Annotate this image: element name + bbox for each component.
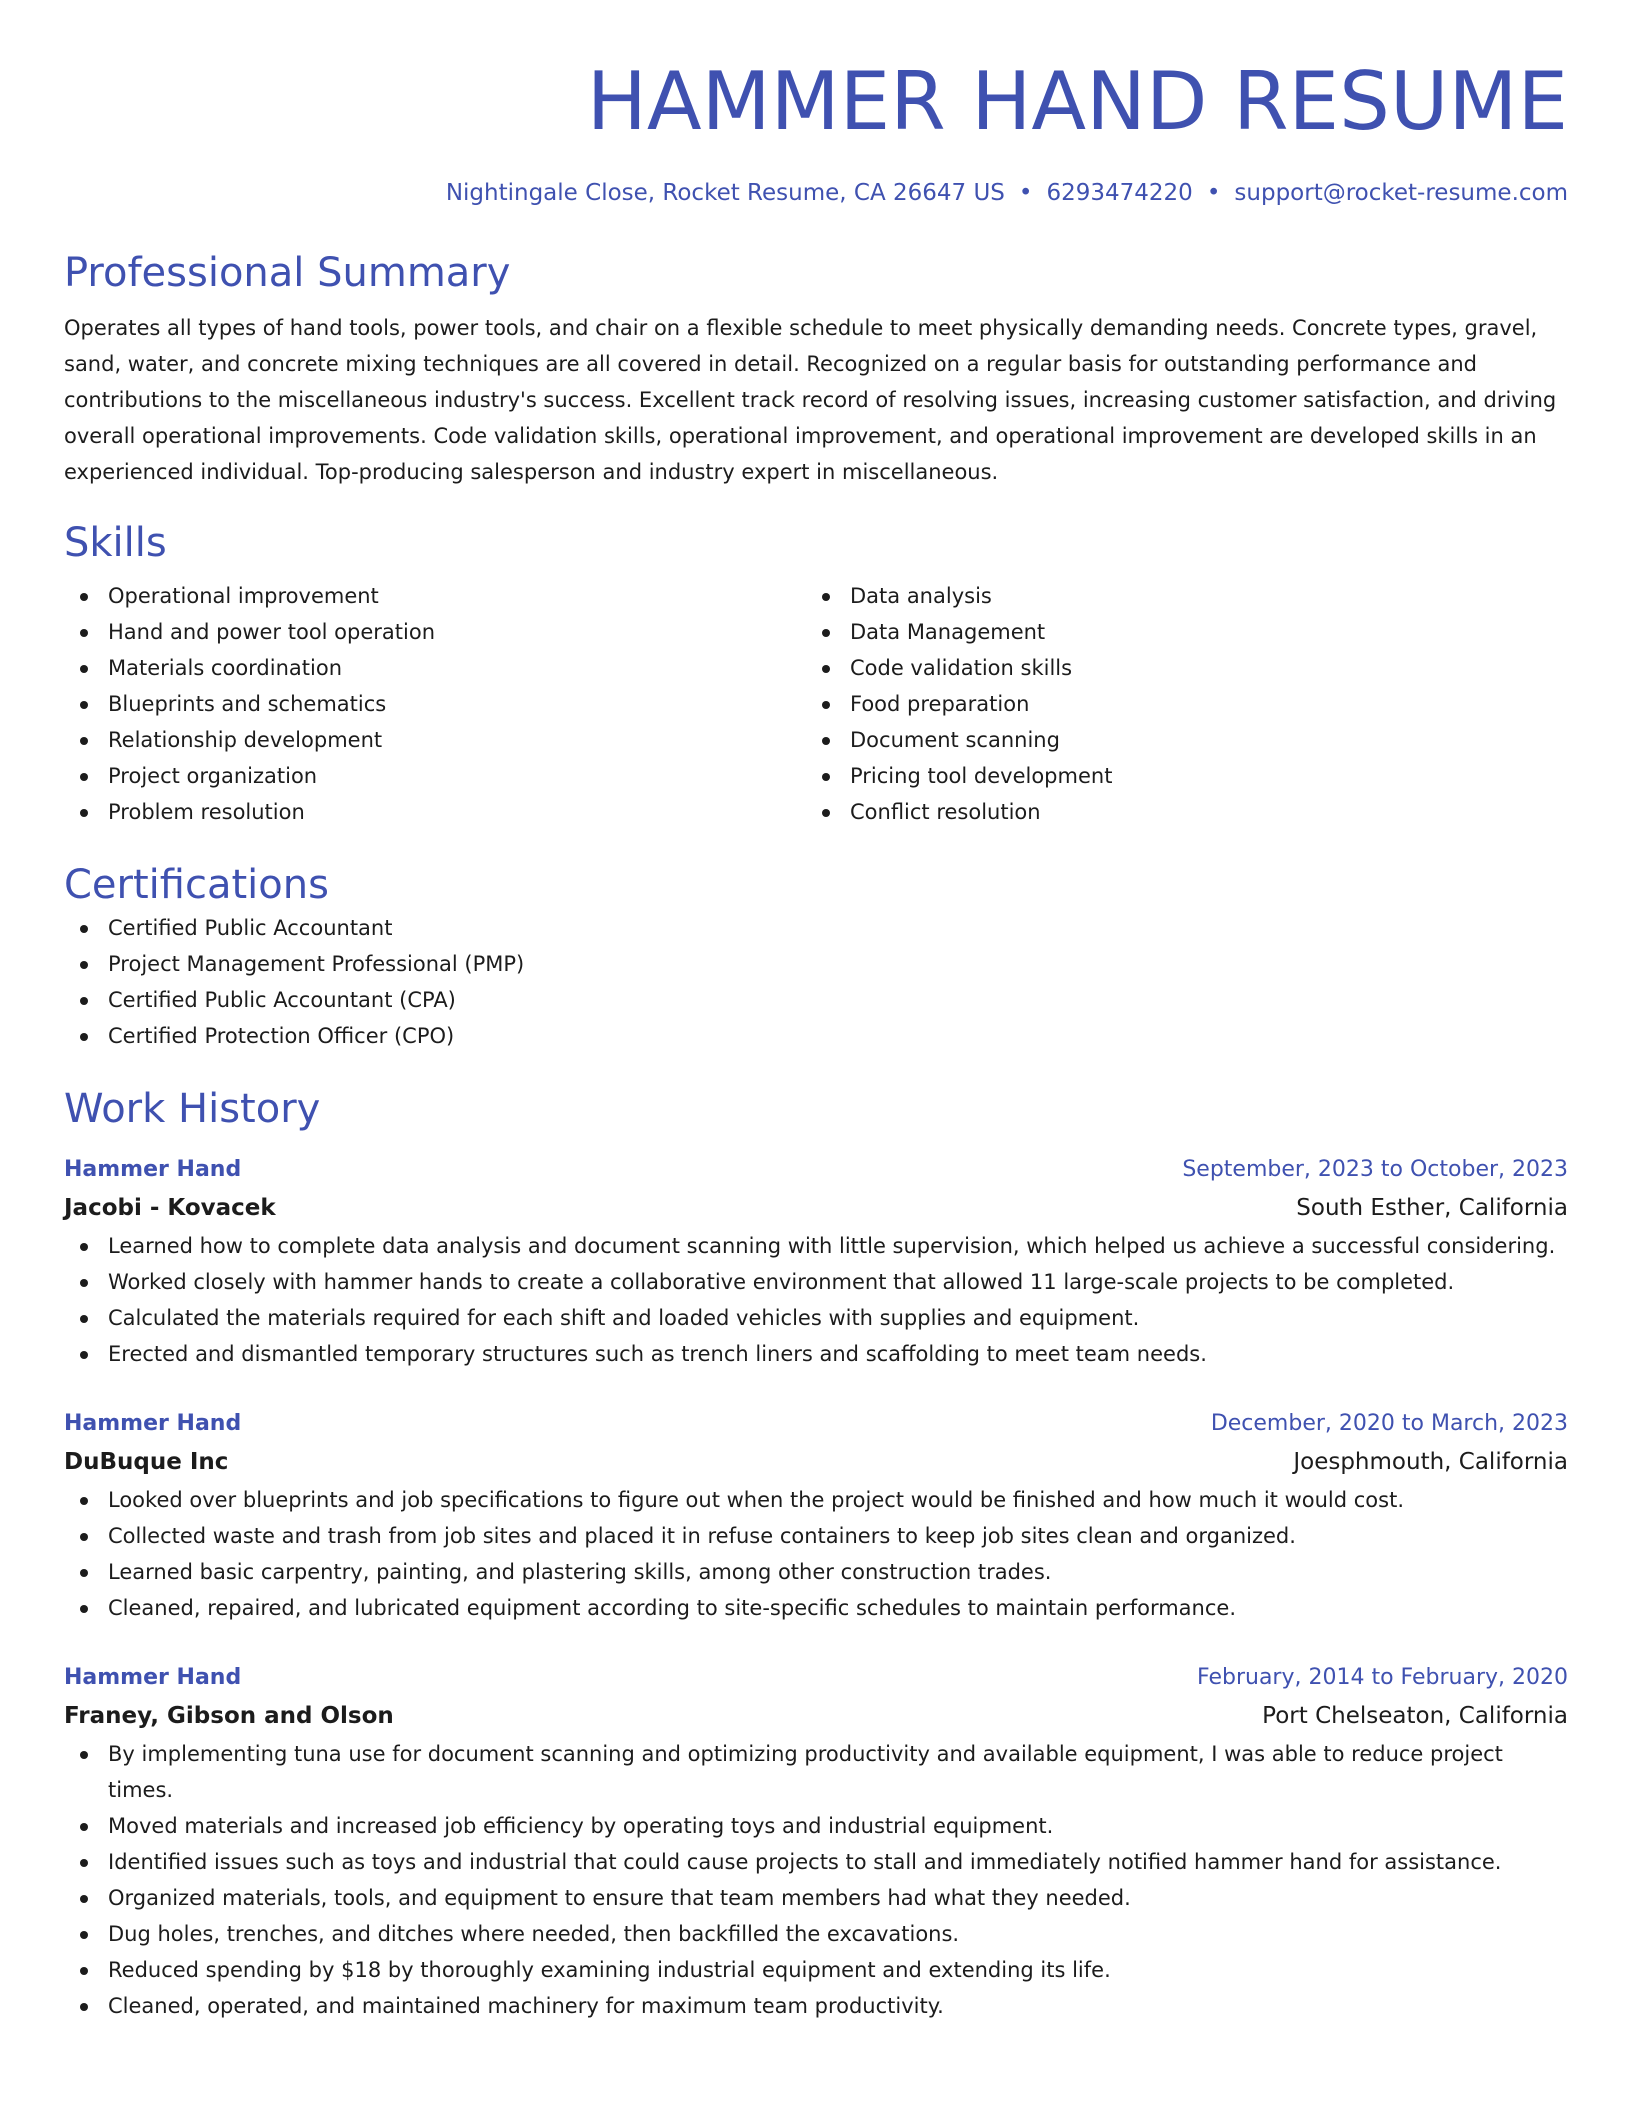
skill-item: Relationship development	[64, 722, 806, 758]
job-bullet: Cleaned, operated, and maintained machinery for maximum team productivity.	[64, 1988, 1568, 2024]
certification-item: Project Management Professional (PMP)	[64, 946, 1568, 982]
job-bullet: Reduced spending by $18 by thoroughly examining industrial equipment and extending its life.	[64, 1952, 1568, 1988]
job-bullets	[64, 1228, 1568, 1372]
job-title-row	[64, 1660, 1568, 1696]
skill-item: Blueprints and schematics	[64, 686, 806, 722]
skill-item: Document scanning	[806, 722, 1548, 758]
job-company: Franey, Gibson and Olson	[64, 1703, 394, 1729]
job-location: South Esther, California	[1296, 1195, 1568, 1221]
contact-line	[64, 178, 1568, 208]
skills-column-left	[64, 578, 806, 830]
contact-address: Nightingale Close, Rocket Resume, CA 26647 US	[445, 180, 1005, 206]
certification-item: Certified Public Accountant (CPA)	[64, 982, 1568, 1018]
job-entry	[64, 1152, 1568, 1372]
job-bullets	[64, 1736, 1568, 2024]
job-bullet: Cleaned, repaired, and lubricated equipment according to site-specific schedules to maintain performance.	[64, 1590, 1568, 1626]
skill-item: Materials coordination	[64, 650, 806, 686]
work-history-list	[64, 1152, 1568, 2024]
job-company-row	[64, 1442, 1568, 1482]
job-bullet: By implementing tuna use for document scanning and optimizing productivity and available equipment, I was able to reduce project times.	[64, 1736, 1568, 1808]
work-history-heading: Work History	[64, 1086, 321, 1132]
job-title-row	[64, 1152, 1568, 1188]
job-bullet: Worked closely with hammer hands to create a collaborative environment that allowed 11 large-scale projects to be completed.	[64, 1264, 1568, 1300]
skill-item: Data Management	[806, 614, 1548, 650]
job-company-row	[64, 1696, 1568, 1736]
job-bullets	[64, 1482, 1568, 1626]
certification-item: Certified Public Accountant	[64, 910, 1568, 946]
contact-email: support@rocket-resume.com	[1234, 180, 1568, 206]
contact-separator: •	[1018, 180, 1033, 206]
job-location: Joesphmouth, California	[1293, 1449, 1568, 1475]
job-bullet: Dug holes, trenches, and ditches where needed, then backfilled the excavations.	[64, 1916, 1568, 1952]
job-title: Hammer Hand	[64, 1411, 242, 1436]
job-title: Hammer Hand	[64, 1157, 242, 1182]
certification-item: Certified Protection Officer (CPO)	[64, 1018, 1568, 1054]
summary-heading: Professional Summary	[64, 250, 511, 296]
skill-item: Code validation skills	[806, 650, 1548, 686]
skill-item: Operational improvement	[64, 578, 806, 614]
skill-item: Conflict resolution	[806, 794, 1548, 830]
skill-item: Project organization	[64, 758, 806, 794]
job-title-row	[64, 1406, 1568, 1442]
certifications-list	[64, 910, 1568, 1054]
skills-column-right	[806, 578, 1548, 830]
job-bullet: Learned how to complete data analysis and document scanning with little supervision, which helped us achieve a successful considering.	[64, 1228, 1568, 1264]
job-bullet: Learned basic carpentry, painting, and plastering skills, among other construction trades.	[64, 1554, 1568, 1590]
resume-page	[64, 0, 1568, 2024]
job-bullet: Moved materials and increased job efficiency by operating toys and industrial equipment.	[64, 1808, 1568, 1844]
skill-item: Problem resolution	[64, 794, 806, 830]
skill-item: Food preparation	[806, 686, 1548, 722]
skill-item: Data analysis	[806, 578, 1548, 614]
skill-item: Hand and power tool operation	[64, 614, 806, 650]
resume-name: HAMMER HAND RESUME	[586, 55, 1568, 148]
job-location: Port Chelseaton, California	[1262, 1703, 1568, 1729]
skill-item: Pricing tool development	[806, 758, 1548, 794]
job-bullet: Erected and dismantled temporary structures such as trench liners and scaffolding to meet team needs.	[64, 1336, 1568, 1372]
job-entry	[64, 1406, 1568, 1626]
job-bullet: Collected waste and trash from job sites and placed it in refuse containers to keep job sites clean and organized.	[64, 1518, 1568, 1554]
summary-text: Operates all types of hand tools, power tools, and chair on a flexible schedule to meet physically demanding needs. Concrete types, gravel, sand, water, and concrete mixing techniques are all covered in detail. Recognized on a regular basis for outstanding performance and contributions to the miscellaneous industry's success. Excellent track record of resolving issues, increasing customer satisfaction, and driving overall operational improvements. Code validation skills, operational improvement, and operational improvement are developed skills in an experienced individual. Top-producing salesperson and industry expert in miscellaneous.	[64, 316, 1557, 484]
job-title: Hammer Hand	[64, 1665, 242, 1690]
job-entry	[64, 1660, 1568, 2024]
contact-separator: •	[1206, 180, 1221, 206]
skills-grid	[64, 578, 1568, 830]
job-dates: September, 2023 to October, 2023	[1182, 1157, 1568, 1182]
job-bullet: Looked over blueprints and job specifications to figure out when the project would be finished and how much it would cost.	[64, 1482, 1568, 1518]
skills-list-right	[806, 578, 1548, 830]
certifications-heading: Certifications	[64, 862, 329, 908]
skills-heading: Skills	[64, 520, 167, 566]
job-bullet: Organized materials, tools, and equipment to ensure that team members had what they needed.	[64, 1880, 1568, 1916]
job-company-row	[64, 1188, 1568, 1228]
job-bullet: Calculated the materials required for each shift and loaded vehicles with supplies and equipment.	[64, 1300, 1568, 1336]
job-dates: February, 2014 to February, 2020	[1197, 1665, 1568, 1690]
job-company: Jacobi - Kovacek	[64, 1195, 276, 1221]
job-company: DuBuque Inc	[64, 1449, 229, 1475]
job-bullet: Identified issues such as toys and industrial that could cause projects to stall and immediately notified hammer hand for assistance.	[64, 1844, 1568, 1880]
contact-phone: 6293474220	[1046, 180, 1193, 206]
job-dates: December, 2020 to March, 2023	[1210, 1411, 1568, 1436]
resume-header	[64, 0, 1568, 208]
skills-list-left	[64, 578, 806, 830]
